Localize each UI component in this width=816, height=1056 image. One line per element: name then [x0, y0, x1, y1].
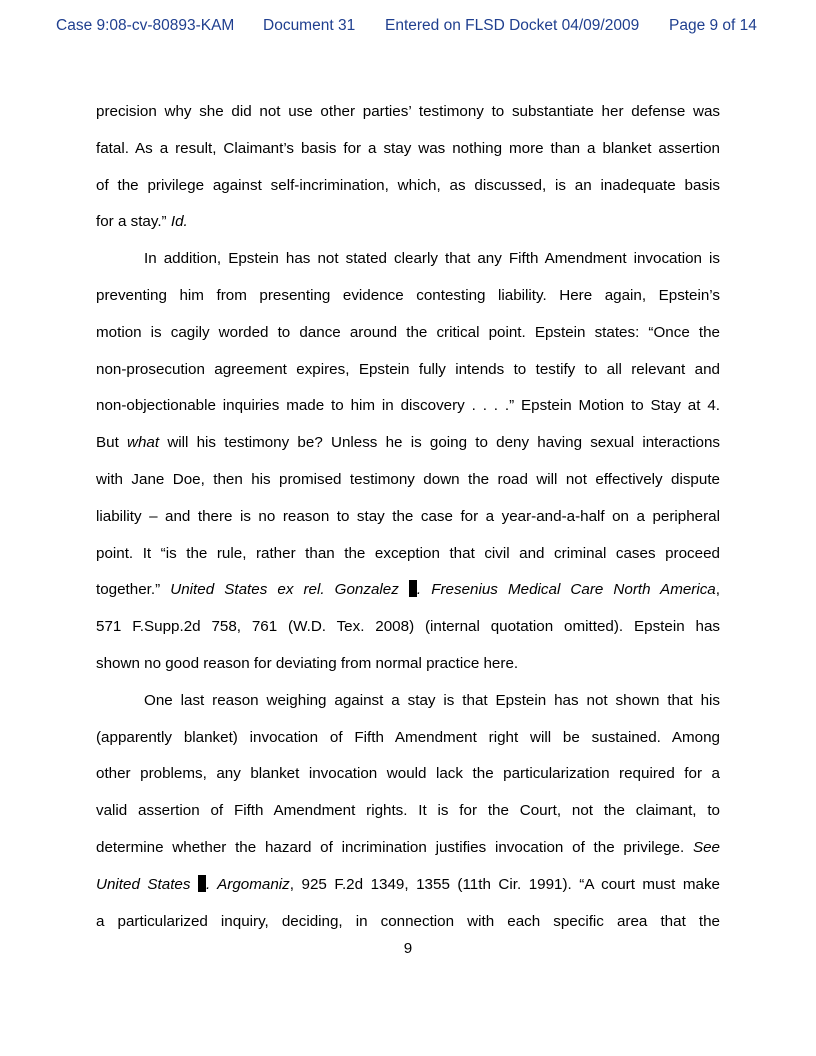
text-line: preventing him from presenting evidence contesting liability. Here again, Epstein’s	[96, 286, 720, 304]
text-line: non-prosecution agreement expires, Epstein fully intends to testify to all relevant and	[96, 360, 720, 378]
case-citation: . Argomaniz	[206, 875, 290, 893]
emphasis-what: what	[127, 434, 160, 452]
text-line: In addition, Epstein has not stated clearly that any Fifth Amendment invocation is	[144, 250, 720, 268]
text-line: together.” United States ex rel. Gonzalez . Fresenius Medical Care North America,	[96, 581, 720, 599]
docket-header	[0, 17, 816, 39]
text-line: (apparently blanket) invocation of Fifth Amendment right will be sustained. Among	[96, 728, 720, 746]
text-line: But what will his testimony be? Unless he is going to deny having sexual interactions	[96, 434, 720, 452]
text-line: of the privilege against self-incrimination, which, as discussed, is an inadequate basis	[96, 176, 720, 194]
case-citation: United States	[96, 875, 198, 893]
text-line: precision why she did not use other parties’ testimony to substantiate her defense was	[96, 103, 720, 120]
redaction-mark	[409, 580, 417, 597]
text-line: fatal. As a result, Claimant’s basis for a stay was nothing more than a blanket assertion	[96, 139, 720, 157]
case-citation: . Fresenius Medical Care North America	[416, 581, 716, 599]
text-line: determine whether the hazard of incrimination justifies invocation of the privilege. See	[96, 838, 720, 856]
text-line: 571 F.Supp.2d 758, 761 (W.D. Tex. 2008) (internal quotation omitted). Epstein has	[96, 618, 720, 636]
text-line: liability – and there is no reason to stay the case for a year-and-a-half on a peripheral	[96, 507, 720, 525]
text-line: point. It “is the rule, rather than the exception that civil and criminal cases proceed	[96, 544, 720, 562]
document-number: Document 31	[263, 17, 356, 34]
case-number: Case 9:08-cv-80893-KAM	[56, 17, 235, 34]
text-line: shown no good reason for deviating from normal practice here.	[96, 654, 519, 672]
text-line: a particularized inquiry, deciding, in connection with each specific area that the	[96, 912, 720, 930]
case-citation: United States ex rel. Gonzalez	[170, 581, 409, 599]
text-line: One last reason weighing against a stay is that Epstein has not shown that his	[144, 691, 720, 709]
redaction-mark	[198, 875, 206, 892]
text-line: valid assertion of Fifth Amendment rights. It is for the Court, not the claimant, to	[96, 802, 720, 820]
text-line: with Jane Doe, then his promised testimony down the road will not effectively dispute	[96, 470, 720, 488]
page-number: 9	[403, 940, 413, 957]
text-line: for a stay.” Id.	[96, 213, 188, 231]
page-of-total: Page 9 of 14	[669, 17, 757, 34]
text-line: motion is cagily worded to dance around the critical point. Epstein states: “Once the	[96, 323, 720, 341]
signal-see: See	[692, 838, 720, 856]
document-body	[96, 94, 720, 940]
text-line: other problems, any blanket invocation would lack the particularization required for a	[96, 765, 720, 783]
entered-date: Entered on FLSD Docket 04/09/2009	[385, 17, 640, 34]
text-line: non-objectionable inquiries made to him in discovery . . . .” Epstein Motion to Stay at 4.	[96, 397, 720, 415]
citation-id: Id.	[170, 213, 188, 231]
text-line: United States . Argomaniz, 925 F.2d 1349, 1355 (11th Cir. 1991). “A court must make	[96, 875, 720, 893]
